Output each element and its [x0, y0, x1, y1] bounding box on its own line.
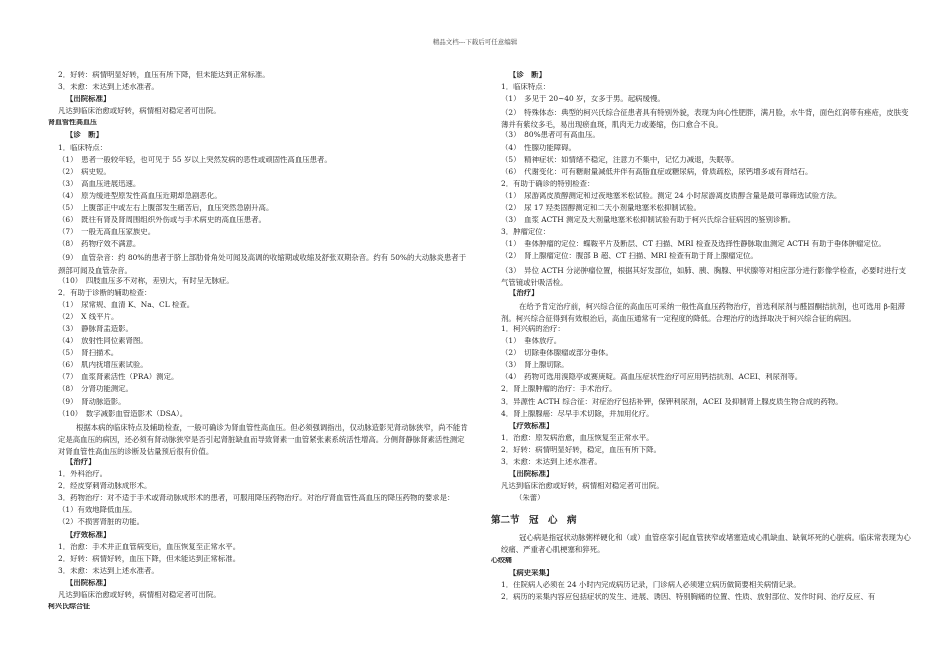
text-line: （8） 分肾功能测定。: [58, 385, 133, 394]
section-heading: 【治疗】: [66, 458, 96, 466]
text-line: （10） 数字减影血管造影术（DSA）。: [58, 409, 188, 418]
text-line: 3．未愈：未达到上述水准者。: [501, 458, 602, 466]
text-line: （5） 上腹部正中或左右上腹部发生痛苦后，血压突然急剧升高。: [58, 204, 274, 213]
section-heading: 【诊 断】: [66, 131, 103, 140]
subsection-title: 心绞痛: [491, 556, 512, 564]
section-heading: 【出院标准】: [66, 578, 111, 587]
text-line: （1） 垂体肿瘤的定位：蝶鞍平片及断层、CT 扫描、MRI 检查及选择性静脉取血测定 ACTH 有助于垂体肿瘤定位。: [501, 240, 886, 249]
subsection-title: 柯兴氏综合征: [48, 603, 90, 611]
text-line: 2．好转：病情好转，血压下降，但未能达到正常标准。: [58, 554, 241, 563]
text-line: （2）不损害肾脏的功能。: [58, 518, 145, 527]
text-line: （5） 精神症状：如情绪不稳定，注意力不集中，记忆力减退，失眠等。: [501, 155, 739, 164]
text-line: （2） 尿 17 羟类固醇测定和二天小剂量地塞米松抑制试验。: [501, 204, 701, 213]
text-line: 3．异源性 ACTH 综合征：对症治疗包括补钾，保钾利尿剂，ACEI 及抑制肾上腺皮质生物合成的药物。: [501, 397, 843, 406]
text-line: （9） 肾动脉造影。: [58, 397, 126, 406]
text-line: 凡达到临床治愈或好转，病情相对稳定者可出院。: [58, 591, 221, 600]
text-line: （2） 切除垂体腺瘤或部分垂体。: [501, 349, 613, 358]
text-line: （2） 病史短。: [58, 167, 111, 176]
text-line: 2．好转：病情明显好转，稳定，血压有所下降。: [501, 445, 661, 454]
text-line: （1） 尿常规、血清 K、Na、CL 检查。: [58, 300, 195, 309]
text-line: 1．住院病人必须在 24 小时内完成病历记录，门诊病人必须建立病历做简要相关病情记录。: [501, 580, 801, 589]
text-line: 2．好转：病情明显好转，血压有所下降，但未能达到正常标准。: [58, 71, 270, 79]
text-line: 1．临床特点：: [501, 83, 551, 92]
text-line: 3．药物治疗：对不适于手术或肾动脉成形术的患者，可服用降压药物治疗。对治疗肾血管性高血压的降压药物的要求是：: [58, 494, 455, 503]
text-line: （3） 静脉肾盂造影。: [58, 324, 133, 333]
text-line: （朱蕾）: [515, 494, 545, 503]
text-line: （4） 放射性同位素肾图。: [58, 337, 148, 346]
section-heading: 【疗效标准】: [66, 530, 111, 539]
section-heading: 【治疗】: [509, 288, 539, 297]
text-line: （3） 80%患者可有高血压。: [501, 131, 600, 140]
text-line: 3．未愈：未达到上述水准者。: [58, 83, 159, 92]
text-line: （4） 药物可选用溴隐亭或赛庚啶。高血压症状性治疗可应用钙拮抗剂、ACEI、利尿剂等。: [501, 373, 803, 382]
text-line: 2．病历的采集内容应包括症状的发生、进展、诱因、特别胸痛的位置、性质、放射部位、发作时间、治疗反应、有: [501, 592, 876, 601]
text-line: （3） 高血压进展迅速。: [58, 179, 141, 188]
text-line: 根据本病的临床特点及辅助检查，一般可确诊为肾血管性高血压。但必须强调指出，仅动脉造影见肾动脉狭窄，尚不能肯定是高血压的病因，还必须有肾动脉狭窄是否引起肾脏缺血而导致肾素一血管紧张素系统活性增高。分侧肾静脉肾素活性测定对肾血管性高血压的诊断及估量预后很有价值。: [58, 422, 468, 456]
text-line: 1．治愈：手术并正血管病变后，血压恢复至正常水平。: [58, 542, 241, 551]
text-line: （2） X 线平片。: [58, 312, 119, 321]
section-heading: 【出院标准】: [66, 95, 111, 104]
text-line: 1．外科治疗。: [58, 470, 108, 479]
text-line: 在给予肯定治疗前，柯兴综合征的高血压可采纳一般性高血压药物治疗，首选利尿剂与醛固酮拮抗剂，也可选用 β-阻滞剂。柯兴综合征得到有效根治后，高血压通常有一定程度的降低。合理治疗的选择取决于柯兴综合征的病因。: [501, 301, 906, 323]
text-line: 1．柯兴病的治疗：: [501, 324, 565, 333]
text-line: 2．肾上腺肿瘤的治疗：手术治疗。: [501, 385, 617, 394]
text-line: （8） 药物疗效不满意。: [58, 240, 141, 249]
text-line: 2．有助于确诊的特别检查：: [501, 179, 595, 188]
text-line: 2．有助于诊断的辅助检查：: [58, 288, 152, 297]
text-line: （9） 血管杂音：约 80%的患者于脐上部肋骨角处可闻及高调的收缩期或收缩及舒张双期杂音。约有 50%的大动脉炎患者于颈部可闻及血管杂音。: [58, 253, 467, 275]
text-line: （1） 尿游离皮质醇测定和过夜地塞米松试验。测定 24 小时尿游离皮质醇含量是最可靠筛选试验方法。: [501, 191, 842, 200]
section-heading: 【疗效标准】: [509, 421, 554, 430]
text-line: （1）有效地降低血压。: [58, 506, 137, 515]
text-line: 4．肾上腺腺癌：尽早手术切除，并加用化疗。: [501, 409, 654, 418]
text-line: 2．经皮穿刺肾动脉成形术。: [58, 482, 152, 491]
text-line: （4） 原为缓进型原发性高血压近期却急剧恶化。: [58, 191, 222, 200]
text-line: 3．肿瘤定位：: [501, 228, 551, 237]
text-line: （1） 多见于 20~40 岁，女多于男。起病缓慢。: [501, 95, 665, 104]
section-heading: 【诊 断】: [509, 71, 546, 79]
text-line: （2） 特殊体态：典型的柯兴氏综合征患者具有特别外貌，表现为向心性肥胖，满月脸，水牛背，面色红润带有痤疮，皮肤变薄并有紫纹多毛，易出现瘀血斑，肌肉无力或萎缩，伤口愈合不良。: [501, 108, 909, 130]
text-line: （3） 肾上腺切除。: [501, 361, 569, 370]
text-line: （6） 肌内抚增压素试验。: [58, 361, 148, 370]
text-line: （2） 肾上腺瘤定位：腹部 B 超、CT 扫描、MRI 检查有助于肾上腺瘤定位。: [501, 252, 758, 261]
text-line: 3．未愈：未达到上述水准者。: [58, 566, 159, 575]
text-line: （5） 肾扫描术。: [58, 349, 119, 358]
text-line: （4） 性腺功能障碍。: [501, 143, 576, 152]
text-line: （6） 代谢变化：可有糖耐量减低并伴有高脂血症或糖尿病，骨质疏松，尿钙增多或有肾结石。: [501, 167, 813, 176]
text-line: 凡达到临床治愈或好转，病情相对稳定者可出院。: [501, 482, 664, 491]
page-header: 精品文档---下载后可任意编辑: [432, 38, 518, 46]
text-line: （1） 垂体放疗。: [501, 337, 562, 346]
left-column: [48, 71, 468, 615]
text-line: 1．治愈：原发病治愈，血压恢复至正常水平。: [501, 433, 654, 442]
text-line: （7） 一般无高血压家族史。: [58, 228, 156, 237]
text-line: （7） 血浆肾素活性（PRA）测定。: [58, 373, 179, 382]
text-line: （10） 四肢血压多不对称，差别大，有时呈无脉症。: [58, 276, 234, 285]
section-heading: 【病史采集】: [509, 568, 554, 577]
section-heading: 【出院标准】: [509, 470, 554, 479]
text-line: 冠心病是指冠状动脉粥样硬化和（或）血管痉挛引起血管狭窄或堵塞造成心肌缺血、缺氧坏死的心脏病。临床常表现为心绞痛、严重者心肌梗塞和猝死。: [501, 533, 911, 555]
text-line: （1） 患者一般较年轻，也可见于 55 岁以上突然发病的恶性或顽固性高血压患者。: [58, 155, 332, 164]
text-line: （6） 既往有肾及肾周围组织外伤或与手术病史的高血压患者。: [58, 216, 266, 225]
right-column: [491, 71, 911, 605]
text-line: 1．临床特点：: [58, 143, 108, 152]
text-line: 凡达到临床治愈或好转，病情相对稳定者可出院。: [58, 107, 221, 116]
text-line: （3） 异位 ACTH 分泌肿瘤位置，根据其好发部位，如肺、胰、胸腺、甲状腺等对相应部分进行影像学检查，必要时进行支气管镜或针吸活检。: [501, 265, 906, 287]
subsection-title: 肾血管性高血压: [48, 119, 97, 127]
chapter-title: 第二节 冠 心 病: [491, 515, 577, 527]
text-line: （3） 血浆 ACTH 测定及大剂量地塞米松抑制试验有助于柯兴氏综合征病因的鉴别诊断。: [501, 216, 796, 225]
